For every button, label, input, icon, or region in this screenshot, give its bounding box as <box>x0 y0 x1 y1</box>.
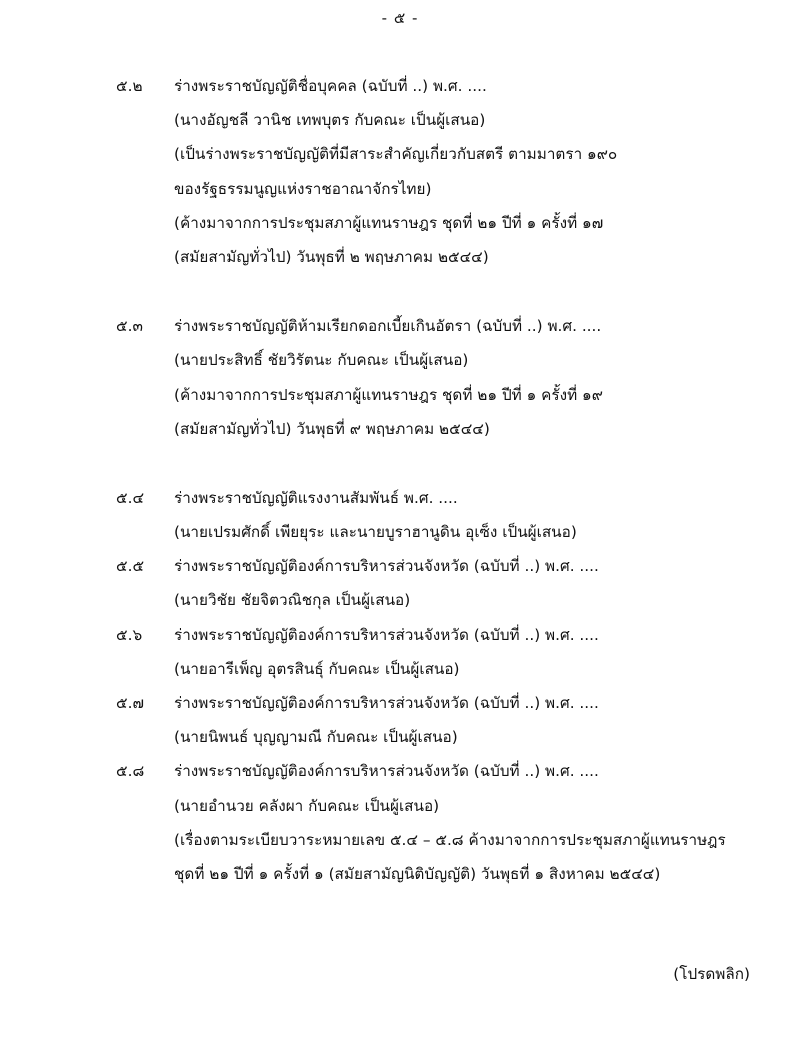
agenda-item-detail: (เป็นร่างพระราชบัญญัติที่มีสาระสำคัญเกี่ยวกับสตรี ตามมาตรา ๑๙๐ <box>174 145 618 164</box>
section-spacer <box>0 446 800 481</box>
agenda-item-detail: (นายวิชัย ชัยจิตวณิชกุล เป็นผู้เสนอ) <box>174 591 411 610</box>
page-number: - ๕ - <box>381 9 419 27</box>
agenda-item-title: ร่างพระราชบัญญัติห้ามเรียกดอกเบี้ยเกินอัตรา (ฉบับที่ ..) พ.ศ. .... <box>174 317 602 336</box>
agenda-item-detail: (นางอัญชลี วานิช เทพบุตร กับคณะ เป็นผู้เสนอ) <box>174 111 486 130</box>
please-turn-over-note: (โปรดพลิก) <box>673 965 750 983</box>
agenda-item-detail: (สมัยสามัญทั่วไป) วันพุธที่ ๒ พฤษภาคม ๒๕๔๔) <box>174 247 489 266</box>
agenda-item-title: ร่างพระราชบัญญัติองค์การบริหารส่วนจังหวัด (ฉบับที่ ..) พ.ศ. .... <box>174 557 599 576</box>
agenda-list <box>0 69 800 891</box>
agenda-item-number: ๕.๒ <box>116 77 143 95</box>
agenda-item-5-5 <box>0 549 800 617</box>
agenda-item-5-4 <box>0 481 800 549</box>
agenda-item-detail: (นายอำนวย คลังผา กับคณะ เป็นผู้เสนอ) <box>174 796 440 815</box>
agenda-item-number: ๕.๓ <box>116 317 143 336</box>
agenda-item-title: ร่างพระราชบัญญัติองค์การบริหารส่วนจังหวัด (ฉบับที่ ..) พ.ศ. .... <box>174 625 599 644</box>
agenda-item-detail: (สมัยสามัญทั่วไป) วันพุธที่ ๙ พฤษภาคม ๒๕๔๔) <box>174 419 490 438</box>
agenda-item-detail: ของรัฐธรรมนูญแห่งราชอาณาจักรไทย) <box>174 179 432 198</box>
agenda-item-detail: (ค้างมาจากการประชุมสภาผู้แทนราษฎร ชุดที่ ๒๑ ปีที่ ๑ ครั้งที่ ๑๙ <box>174 385 603 404</box>
agenda-item-detail: (ค้างมาจากการประชุมสภาผู้แทนราษฎร ชุดที่ ๒๑ ปีที่ ๑ ครั้งที่ ๑๗ <box>174 213 604 232</box>
agenda-item-detail: (นายนิพนธ์ บุญญามณี กับคณะ เป็นผู้เสนอ) <box>174 728 458 747</box>
agenda-item-detail: (นายเปรมศักดิ์ เพียยุระ และนายบูราฮานูดิน อุเซ็ง เป็นผู้เสนอ) <box>174 523 577 542</box>
agenda-item-5-7 <box>0 686 800 754</box>
agenda-item-detail: (นายประสิทธิ์ ชัยวิรัตนะ กับคณะ เป็นผู้เสนอ) <box>174 351 469 370</box>
agenda-item-detail: (นายอารีเพ็ญ อุตรสินธุ์ กับคณะ เป็นผู้เสนอ) <box>174 659 460 678</box>
agenda-item-5-8 <box>0 754 800 891</box>
agenda-item-title: ร่างพระราชบัญญัติองค์การบริหารส่วนจังหวัด (ฉบับที่ ..) พ.ศ. .... <box>174 694 599 712</box>
agenda-item-number: ๕.๔ <box>116 488 145 507</box>
agenda-item-5-6 <box>0 618 800 686</box>
agenda-item-detail: ชุดที่ ๒๑ ปีที่ ๑ ครั้งที่ ๑ (สมัยสามัญนิติบัญญัติ) วันพุธที่ ๑ สิงหาคม ๒๕๔๔) <box>174 864 661 883</box>
agenda-item-number: ๕.๗ <box>116 694 144 712</box>
agenda-item-5-2 <box>0 69 800 274</box>
agenda-item-title: ร่างพระราชบัญญัติชื่อบุคคล (ฉบับที่ ..) พ.ศ. .... <box>174 77 487 95</box>
agenda-item-number: ๕.๘ <box>116 762 145 781</box>
agenda-item-title: ร่างพระราชบัญญัติแรงงานสัมพันธ์ พ.ศ. .... <box>174 488 458 507</box>
agenda-item-number: ๕.๖ <box>116 625 143 644</box>
agenda-item-detail: (เรื่องตามระเบียบวาระหมายเลข ๕.๔ – ๕.๘ ค้างมาจากการประชุมสภาผู้แทนราษฎร <box>174 830 726 849</box>
agenda-item-title: ร่างพระราชบัญญัติองค์การบริหารส่วนจังหวัด (ฉบับที่ ..) พ.ศ. .... <box>174 762 599 781</box>
section-spacer <box>0 274 800 309</box>
agenda-item-number: ๕.๕ <box>116 557 145 576</box>
agenda-item-5-3 <box>0 309 800 446</box>
